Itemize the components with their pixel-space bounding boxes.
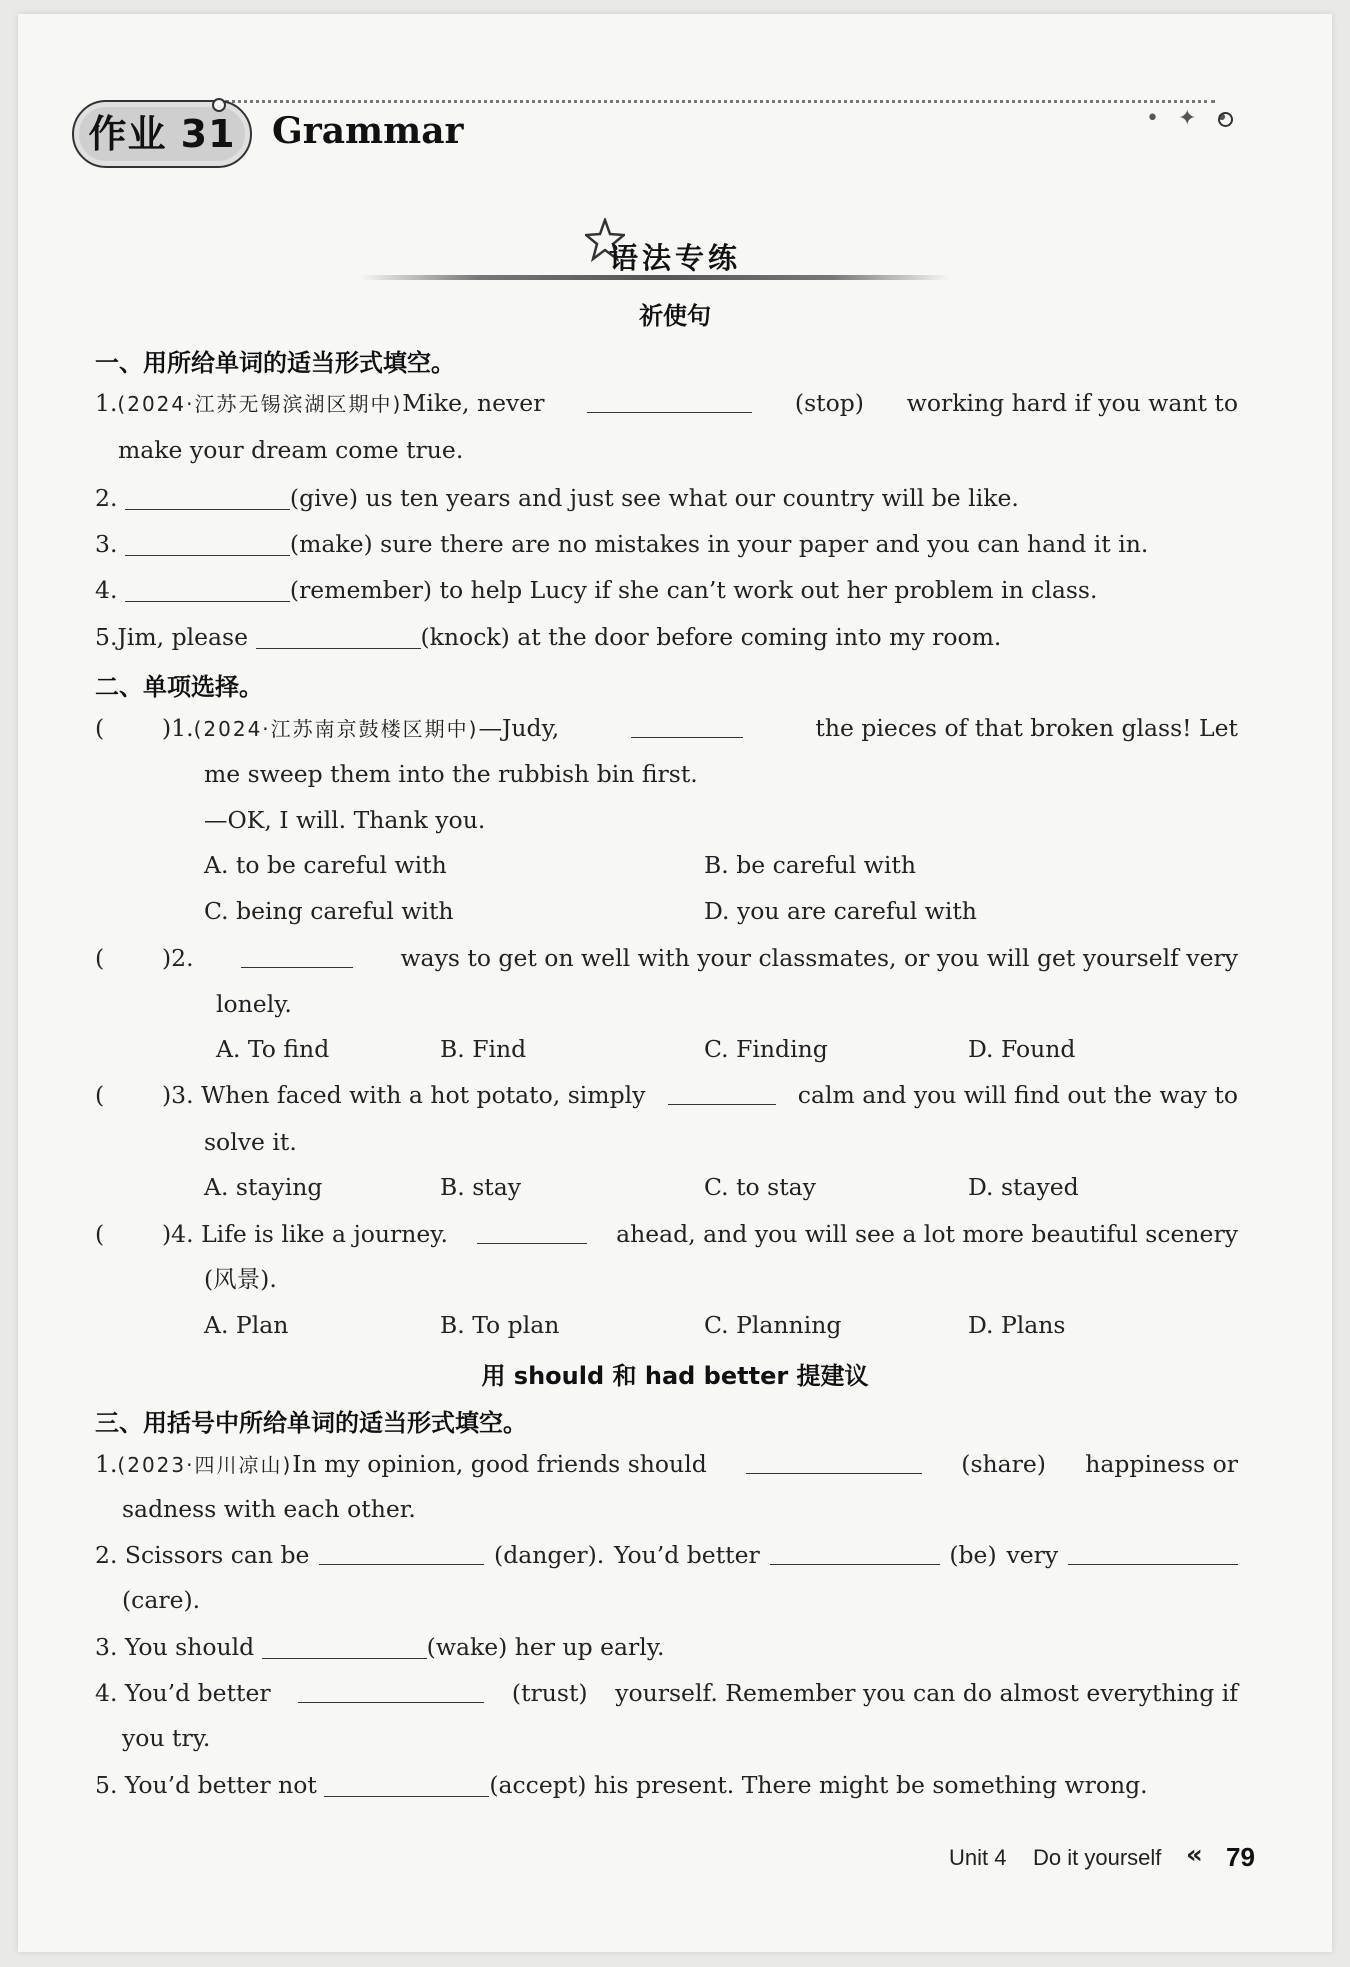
section-underline: [360, 275, 950, 280]
answer-blank[interactable]: [319, 1540, 484, 1565]
part3-q1-cont: sadness with each other.: [122, 1495, 416, 1523]
option-b[interactable]: B. stay: [440, 1173, 521, 1201]
part2-q4-cont: (风景).: [204, 1265, 277, 1293]
part1-q1-cont: make your dream come true.: [118, 436, 464, 464]
option-a[interactable]: A. To find: [216, 1035, 330, 1063]
subsection-advice: 用 should 和 had better 提建议: [481, 1362, 869, 1390]
part1-q4: 4. (remember) to help Lucy if she can’t work out her problem in class.: [95, 576, 1098, 604]
part3-q2: 2. Scissors can be (danger). You’d better (be) very: [95, 1540, 1238, 1570]
part2-q4: )4. Life is like a journey. ahead, and you will see a lot more beautiful scenery: [162, 1220, 1238, 1248]
part2-q2-cont: lonely.: [216, 990, 292, 1018]
part3-q2-cont: (care).: [122, 1586, 201, 1614]
answer-blank[interactable]: [125, 531, 290, 556]
answer-bracket[interactable]: (: [95, 1081, 105, 1109]
answer-blank[interactable]: [631, 713, 743, 738]
answer-blank[interactable]: [298, 1678, 484, 1703]
part2-q1-reply: —OK, I will. Thank you.: [204, 806, 486, 834]
option-d[interactable]: D. you are careful with: [704, 897, 977, 925]
part3-q5: 5. You’d better not (accept) his present. There might be something wrong.: [95, 1771, 1148, 1799]
footer-topic: Do it yourself: [1033, 1845, 1162, 1870]
section-title: 语法专练: [608, 241, 741, 275]
source-tag: (2023·四川凉山): [117, 1453, 293, 1477]
option-a[interactable]: A. Plan: [204, 1311, 289, 1339]
option-b[interactable]: B. To plan: [440, 1311, 560, 1339]
answer-blank[interactable]: [262, 1634, 427, 1659]
option-c[interactable]: C. to stay: [704, 1173, 816, 1201]
homework-number-badge: 作业 31: [72, 100, 252, 168]
sparkle-icon: • ✦ •: [1146, 106, 1235, 131]
page-title: Grammar: [272, 110, 464, 152]
part1-q5: 5.Jim, please (knock) at the door before coming into my room.: [95, 623, 1002, 651]
part2-q3: )3. When faced with a hot potato, simply calm and you will find out the way to: [162, 1081, 1238, 1109]
part2-title: 二、单项选择。: [95, 673, 263, 701]
double-chevron-left-icon: «: [1186, 1840, 1203, 1870]
part1-q1: 1.(2024·江苏无锡滨湖区期中)Mike, never (stop) working hard if you want to: [95, 389, 1238, 417]
answer-blank[interactable]: [587, 388, 752, 413]
page-number: 79: [1226, 1842, 1255, 1872]
option-d[interactable]: D. Found: [968, 1035, 1076, 1063]
part1-q3: 3. (make) sure there are no mistakes in your paper and you can hand it in.: [95, 530, 1149, 558]
part1-title: 一、用所给单词的适当形式填空。: [95, 349, 455, 377]
part3-q4: 4. You’d better (trust) yourself. Remember you can do almost everything if: [95, 1679, 1238, 1707]
option-c[interactable]: C. being careful with: [204, 897, 454, 925]
answer-blank[interactable]: [770, 1540, 940, 1565]
option-b[interactable]: B. Find: [440, 1035, 527, 1063]
answer-blank[interactable]: [477, 1219, 587, 1244]
answer-blank[interactable]: [125, 577, 290, 602]
header-dotted-rule: [225, 100, 1215, 103]
option-a[interactable]: A. staying: [204, 1173, 323, 1201]
source-tag: (2024·江苏南京鼓楼区期中): [193, 717, 479, 741]
option-c[interactable]: C. Planning: [704, 1311, 842, 1339]
part3-q3: 3. You should (wake) her up early.: [95, 1633, 665, 1661]
option-d[interactable]: D. Plans: [968, 1311, 1066, 1339]
option-b[interactable]: B. be careful with: [704, 851, 916, 879]
part3-title: 三、用括号中所给单词的适当形式填空。: [95, 1409, 527, 1437]
option-c[interactable]: C. Finding: [704, 1035, 828, 1063]
answer-blank[interactable]: [668, 1080, 776, 1105]
part2-q1-cont: me sweep them into the rubbish bin first.: [204, 760, 698, 788]
option-d[interactable]: D. stayed: [968, 1173, 1079, 1201]
answer-bracket[interactable]: (: [95, 1220, 105, 1248]
answer-blank[interactable]: [241, 943, 353, 968]
answer-bracket[interactable]: (: [95, 714, 105, 742]
part3-q1: 1.(2023·四川凉山)In my opinion, good friends should (share) happiness or: [95, 1450, 1238, 1478]
answer-bracket[interactable]: (: [95, 944, 105, 972]
footer-unit: Unit 4: [949, 1845, 1007, 1870]
part1-q2: 2. (give) us ten years and just see what our country will be like.: [95, 484, 1019, 512]
part2-q3-cont: solve it.: [204, 1128, 297, 1156]
subsection-imperatives: 祈使句: [639, 302, 711, 330]
part3-q4-cont: you try.: [122, 1724, 211, 1752]
answer-blank[interactable]: [746, 1449, 922, 1474]
answer-blank[interactable]: [256, 624, 421, 649]
answer-blank[interactable]: [324, 1772, 489, 1797]
answer-blank[interactable]: [125, 485, 290, 510]
ring-icon: [1218, 112, 1233, 127]
badge-ring-icon: [212, 98, 226, 112]
source-tag: (2024·江苏无锡滨湖区期中): [117, 392, 403, 416]
part2-q2: )2. ways to get on well with your classmates, or you will get yourself very: [162, 944, 1238, 972]
option-a[interactable]: A. to be careful with: [204, 851, 447, 879]
part2-q1: )1.(2024·江苏南京鼓楼区期中)—Judy, the pieces of that broken glass! Let: [162, 714, 1238, 742]
answer-blank[interactable]: [1068, 1540, 1238, 1565]
